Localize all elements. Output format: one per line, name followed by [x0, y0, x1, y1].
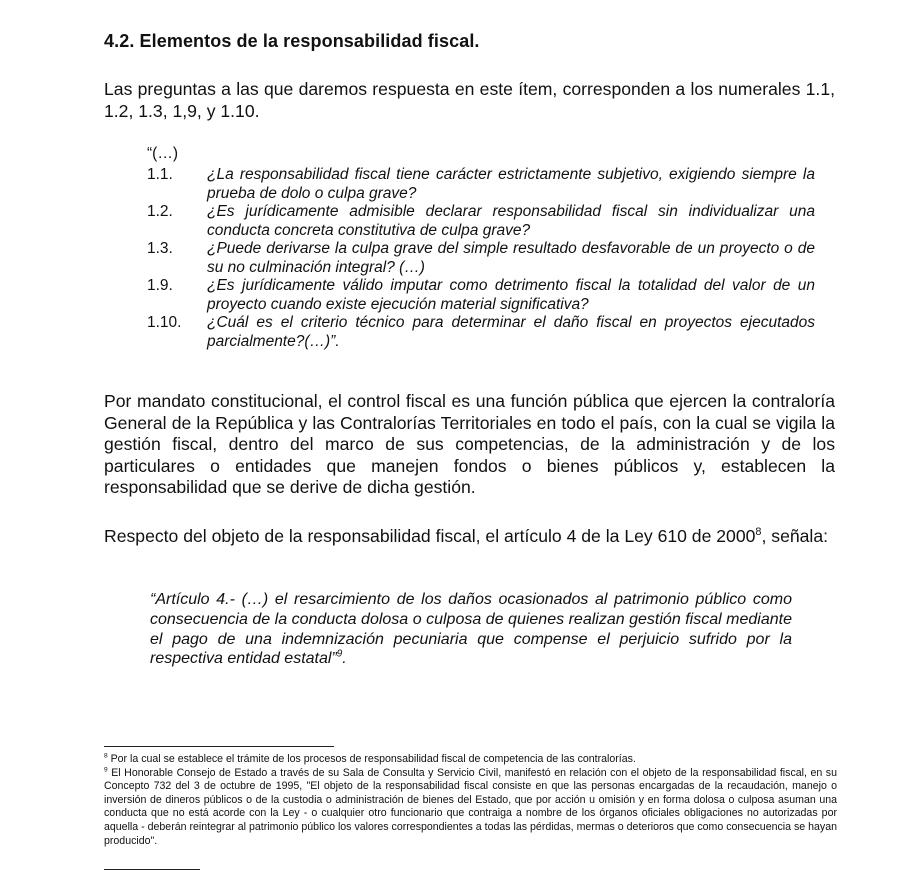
question-number: 1.1.: [147, 166, 173, 183]
section-heading: 4.2. Elementos de la responsabilidad fiscal.: [104, 31, 480, 51]
question-number: 1.3.: [147, 240, 173, 257]
questions-list: [147, 166, 815, 351]
article-quote-text: “Artículo 4.- (…) el resarcimiento de los daños ocasionados al patrimonio público como consecuencia de la conducta dolosa o culposa de quienes realizan gestión fiscal mediante el pago de una indemnización pecuniaria que compense el perjuicio sufrido por la respectiva entidad estatal”: [150, 591, 792, 668]
footnote-8: [104, 753, 837, 767]
article-quote-after: .: [342, 650, 347, 668]
mandate-paragraph: Por mandato constitucional, el control fiscal es una función pública que ejercen la contraloría General de la República y las Contralorías Territoriales en todo el país, con la cual se vigila la gestión fiscal, dentro del marco de sus competencias, de la administración y de los particulares o entidades que manejen fondos o bienes públicos y, establecen la responsabilidad que se derive de dicha gestión.: [104, 391, 835, 497]
footnote-mark: 9: [104, 766, 108, 774]
question-item: [147, 314, 815, 351]
question-text: ¿Es jurídicamente válido imputar como detrimento fiscal la totalidad del valor de un proyecto cuando existe ejecución material significativa?: [207, 277, 815, 313]
footnote-9: [104, 767, 837, 849]
footnote-end-underline: [104, 869, 200, 870]
footnote-separator: [104, 746, 334, 747]
footnote-text: El Honorable Consejo de Estado a través de su Sala de Consulta y Servicio Civil, manifestó en relación con el objeto de la responsabilidad fiscal, en su Concepto 732 del 3 de octubre de 1995, "El objeto de la responsabilidad fiscal consiste en que las personas encargadas de la recaudación, manejo o inversión de dineros públicos o de la custodia o administración de bienes del Estado, que por acción u omisión y en forma dolosa o culposa asuman una conducta que no está acorde con la Ley - o cualquier otro funcionario que contraiga a nombre de los órganos oficiales obligaciones no autorizadas por aquella - deberán reintegrar al patrimonio público los valores correspondientes a todas las pérdidas, mermas o deterioros que como consecuencia se hayan producido".: [104, 766, 837, 847]
intro-paragraph: Las preguntas a las que daremos respuesta en este ítem, corresponden a los numerales 1.1, 1.2, 1.3, 1,9, y 1.10.: [104, 79, 835, 121]
footnote-ref-9[interactable]: 9: [336, 649, 343, 661]
question-text: ¿Es jurídicamente admisible declarar responsabilidad fiscal sin individualizar una conducta concreta constitutiva de culpa grave?: [207, 203, 815, 239]
article-block-quote: [150, 590, 792, 669]
question-item: [147, 240, 815, 277]
question-number: 1.10.: [147, 314, 182, 331]
question-item: [147, 203, 815, 240]
question-text: ¿La responsabilidad fiscal tiene carácter estrictamente subjetivo, exigiendo siempre la prueba de dolo o culpa grave?: [207, 166, 815, 202]
question-text: ¿Cuál es el criterio técnico para determinar el daño fiscal en proyectos ejecutados parcialmente?(…)”.: [207, 314, 815, 350]
footnote-ref-8[interactable]: 8: [755, 526, 762, 539]
question-item: [147, 166, 815, 203]
objeto-paragraph: [104, 526, 835, 548]
footnote-mark: 8: [104, 752, 108, 760]
footnotes: [104, 753, 837, 848]
footnote-text: Por la cual se establece el trámite de los procesos de responsabilidad fiscal de competencia de las contralorías.: [107, 753, 636, 765]
question-number: 1.2.: [147, 203, 173, 220]
question-item: [147, 277, 815, 314]
questions-open-mark: “(…): [147, 145, 178, 162]
objeto-text-after: , señala:: [761, 526, 829, 546]
question-number: 1.9.: [147, 277, 173, 294]
objeto-text: Respecto del objeto de la responsabilidad fiscal, el artículo 4 de la Ley 610 de 2000: [104, 526, 756, 546]
question-text: ¿Puede derivarse la culpa grave del simple resultado desfavorable de un proyecto o de su no culminación integral? (…): [207, 240, 815, 276]
